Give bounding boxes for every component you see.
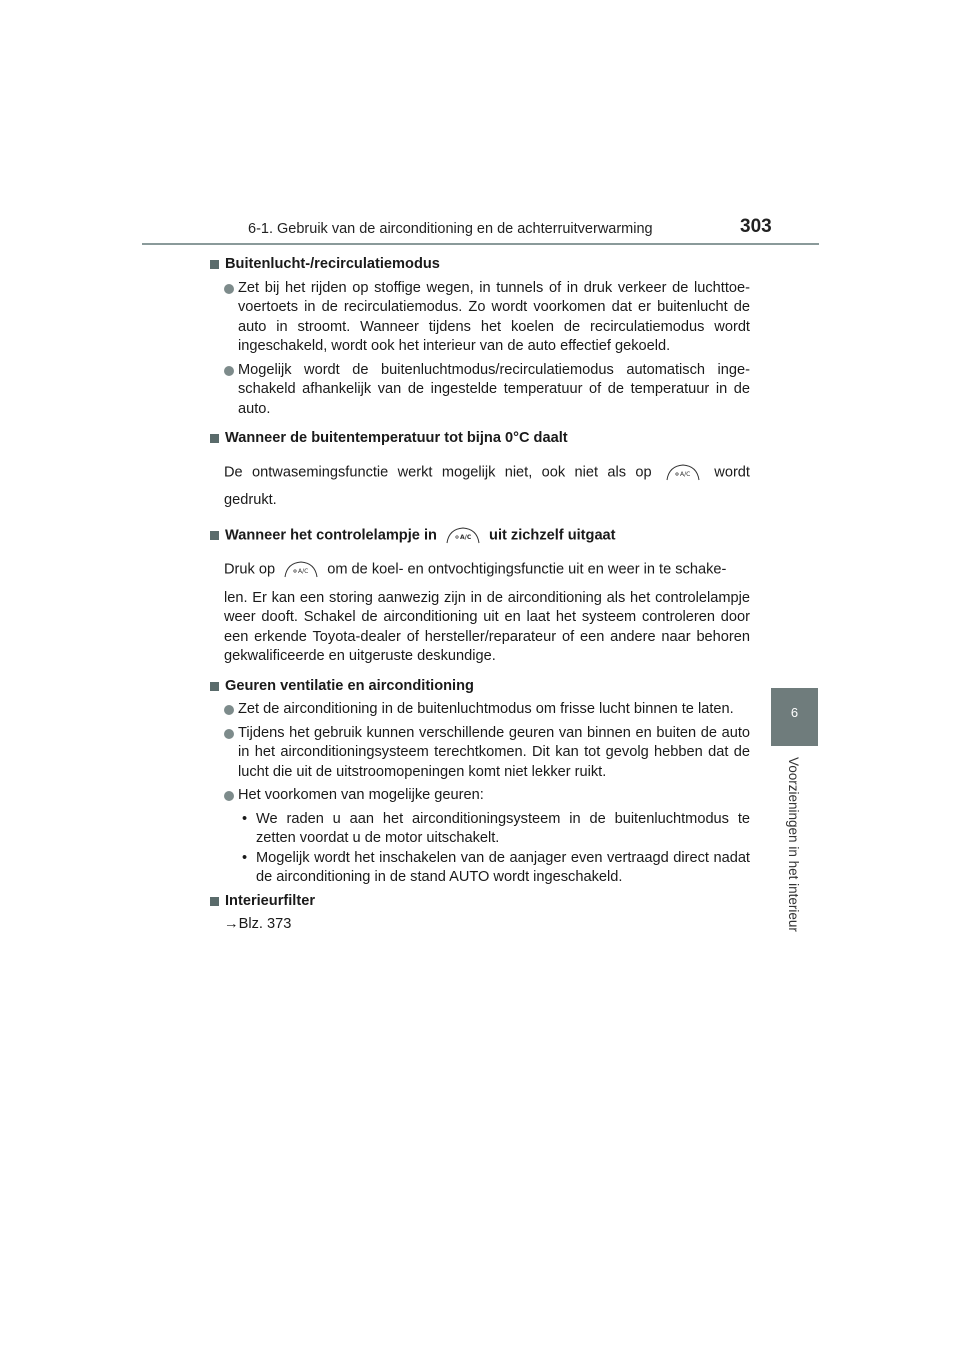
section-heading: Wanneer het controlelampje in A/C uit zichzelf uitgaat [210, 526, 750, 546]
svg-text:A/C: A/C [459, 533, 472, 541]
square-bullet-icon [210, 434, 219, 443]
bullet-item: Zet bij het rijden op stoffige wegen, in tunnels of in druk verkeer de luchttoevoertoets in de recirculatiemodus. Zo wordt voorkomen dat er buitenlucht de auto in stroomt. Wanneer tijdens het koelen de recirculatiemodus wordt ingeschakeld, wordt ook het interieur van de auto effectief gekoeld. [210, 279, 750, 357]
bullet-item: Mogelijk wordt de buitenluchtmodus/recirculatiemodus automatisch ingeschakeld afhankelijk van de ingestelde temperatuur of de temperatuur in de auto. [210, 361, 750, 420]
main-content [210, 255, 750, 935]
circle-bullet-icon [224, 729, 234, 739]
paragraph: Druk op A/C om de koel- en ontvochtigingsfunctie uit en weer in te schake- [224, 561, 727, 578]
ac-button-icon [283, 560, 319, 579]
bullet-item: Zet de airconditioning in de buitenluchtmodus om frisse lucht binnen te laten. [210, 700, 750, 720]
paragraph: De ontwasemingsfunctie werkt mogelijk niet, ook niet als op A/C wordt [224, 463, 750, 480]
section-heading: Buitenlucht-/recirculatiemodus [210, 255, 750, 275]
svg-text:A/C: A/C [679, 470, 691, 478]
chapter-number: 6 [790, 705, 799, 720]
circle-bullet-icon [224, 705, 234, 715]
page-reference: →Blz. 373 [224, 916, 292, 933]
square-bullet-icon [210, 682, 219, 691]
sub-bullet-item: • Mogelijk wordt het inschakelen van de aanjager even vertraagd direct nadat de airconditioning in de stand AUTO wordt ingeschakeld. [242, 849, 750, 886]
header-divider [142, 243, 819, 245]
bullet-item: Het voorkomen van mogelijke geuren: [210, 786, 750, 806]
square-bullet-icon [210, 897, 219, 906]
svg-text:A/C: A/C [298, 567, 309, 575]
circle-bullet-icon [224, 366, 234, 376]
section-heading: Wanneer de buitentemperatuur tot bijna 0°C daalt [210, 429, 750, 449]
paragraph: len. Er kan een storing aanwezig zijn in de airconditioning als het controlelampje weer dooft. Schakel de airconditioning uit en laat het systeem controleren door een erkende Toyota-dealer of hersteller/reparateur of een andere naar behoren gekwalificeerde en uitgeruste deskundige. [224, 589, 750, 665]
square-bullet-icon [210, 260, 219, 269]
circle-bullet-icon [224, 284, 234, 294]
square-bullet-icon [210, 531, 219, 540]
section-heading: Geuren ventilatie en airconditioning [210, 677, 750, 697]
ac-button-icon [665, 463, 701, 482]
ac-button-icon [445, 526, 481, 545]
chapter-tab [771, 688, 818, 746]
chapter-label: Voorzieningen in het interieur [786, 757, 801, 932]
chapter-label-container [786, 757, 806, 957]
circle-bullet-icon [224, 791, 234, 801]
paragraph: gedrukt. [224, 492, 277, 509]
bullet-item: Tijdens het gebruik kunnen verschillende geuren van binnen en buiten de auto in het airconditioningsysteem terechtkomen. Dit kan tot gevolg hebben dat de lucht die uit de uitstroomopeningen komt niet lekker ruikt. [210, 724, 750, 783]
section-heading: Interieurfilter [210, 892, 750, 912]
section-title: 6-1. Gebruik van de airconditioning en de achterruitverwarming [248, 221, 653, 237]
sub-bullet-item: • We raden u aan het airconditioningsysteem in de buitenluchtmodus te zetten voordat u de motor uitschakelt. [242, 810, 750, 847]
page-number: 303 [740, 216, 772, 237]
